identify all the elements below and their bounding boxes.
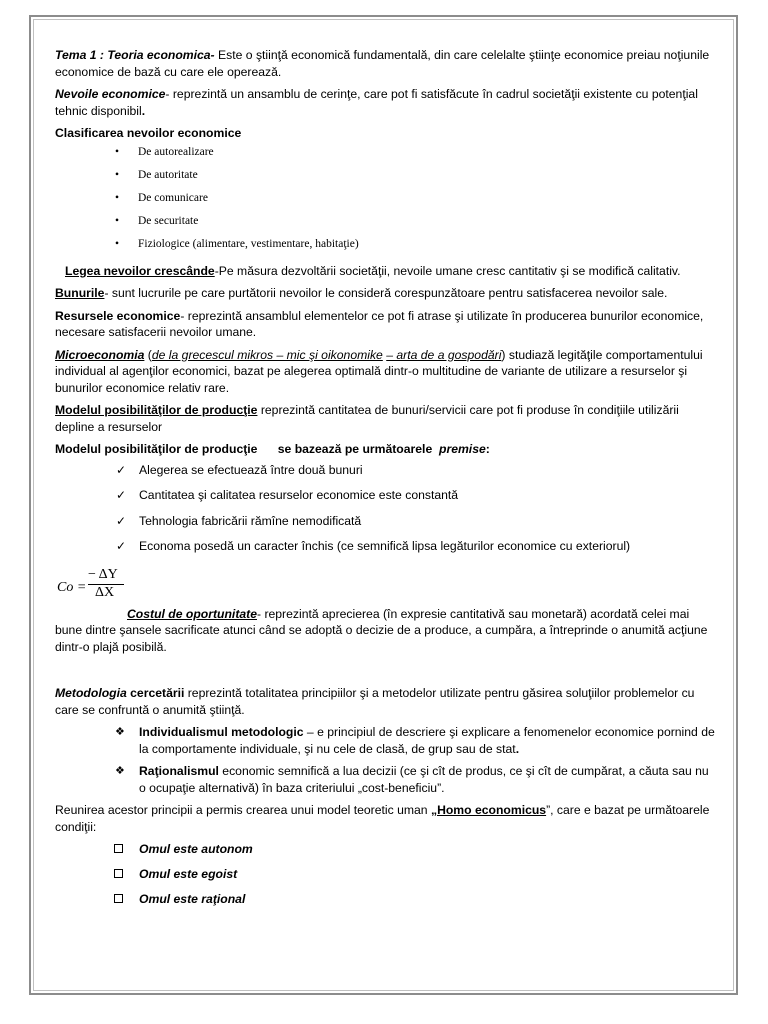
- checkbox-square-icon: [114, 844, 123, 853]
- checkmark-icon: ✓: [116, 488, 127, 502]
- list-item: [55, 144, 715, 167]
- list-item: [55, 236, 715, 259]
- clasificare-list: [55, 144, 715, 259]
- checkbox-square-icon: [114, 869, 123, 878]
- microeconomia-paragraph: [55, 347, 715, 397]
- list-item-label: Omul este autonom: [139, 842, 253, 856]
- list-item: [55, 462, 715, 488]
- principiu-text: – e principiul de descriere şi explicare a fenomenelor economice pornind de la comportamente individuale, şi nu cele de clasă, de grup sau de stat: [139, 725, 715, 756]
- bunurile-term: Bunurile: [55, 286, 105, 300]
- reunirea-text2: ”, care e bazat pe următoarele condiţii:: [55, 803, 710, 834]
- list-item-label: Omul este raţional: [139, 892, 246, 906]
- list-item-label: De autorealizare: [138, 145, 214, 158]
- resursele-paragraph: [55, 308, 715, 341]
- tema-text: Este o ştiinţă economică fundamentală, din care celelalte ştiinţe economice preiau noţiunile economice de bază cu care ele operează.: [55, 48, 710, 79]
- legea-paragraph: [55, 263, 715, 280]
- bullet-icon: •: [115, 237, 120, 250]
- list-item: [55, 167, 715, 190]
- clasificare-heading: Clasificarea nevoilor economice: [55, 126, 242, 140]
- list-item-label: Cantitatea şi calitatea resurselor economice este constantă: [139, 488, 459, 502]
- diamond-bullet-icon: ❖: [115, 726, 125, 738]
- tema-title: Tema 1 : Teoria economica-: [55, 48, 215, 62]
- formula-lhs: Co =: [57, 579, 87, 595]
- diamond-bullet-icon: ❖: [115, 765, 125, 777]
- principiu-term: Individualismul metodologic: [139, 725, 304, 739]
- principii-list: [55, 724, 715, 797]
- premise-heading: [55, 441, 715, 458]
- list-item-label: De autoritate: [138, 168, 198, 181]
- list-item: [55, 213, 715, 236]
- costul-text: - reprezintă aprecierea (în expresie cantitativă sau monetară) acordată celei mai bune dintre şansele sacrificate atunci când se adoptă o decizie de a produce, a cumpăra, a întreprinde o anumită acţiune dintr-o plajă posibilă.: [55, 606, 708, 654]
- principiu-term: Raţionalismul: [139, 764, 219, 778]
- list-item: [55, 190, 715, 213]
- resursele-text: - reprezintă ansamblul elementelor ce pot fi atrase şi utilizate în producerea bunurilor economice, necesare satisfacerii nevoilor umane.: [55, 308, 704, 339]
- modelul-paragraph: [55, 402, 715, 435]
- costul-paragraph: [55, 606, 715, 656]
- premise-list: [55, 462, 715, 564]
- formula-denominator: ΔX: [95, 584, 115, 600]
- modelul-text: reprezintă cantitatea de bunuri/servicii care pot fi produse în condiţiile utilizării depline a resurselor: [55, 403, 679, 434]
- bullet-icon: •: [115, 191, 120, 204]
- formula-numerator: − ΔY: [88, 566, 118, 582]
- micro-origin2: – arta de a gospodări: [386, 347, 502, 362]
- list-item-label: Alegerea se efectuează între două bunuri: [139, 462, 363, 477]
- micro-term: Microeconomia: [55, 347, 145, 362]
- metodologia-text: reprezintă totalitatea principiilor şi a metodelor utilizate pentru găsirea soluţiilor problemelor cu care se confruntă o anumită ştiinţă.: [55, 686, 695, 717]
- checkmark-icon: ✓: [116, 462, 127, 477]
- list-item-label: De securitate: [138, 214, 199, 227]
- costul-term: Costul de oportunitate: [127, 606, 257, 621]
- metodologia-term-italic: Metodologia: [55, 686, 127, 700]
- principiu-end: .: [515, 742, 520, 756]
- list-item-label: Economa posedă un caracter închis (ce semnifică lipsa legăturilor economice cu exteriorul): [139, 539, 631, 553]
- premise-heading-text: Modelul posibilităţilor de producţie se bazează pe următoarele: [55, 442, 439, 456]
- list-item: [55, 891, 715, 916]
- tema-paragraph: [55, 47, 715, 80]
- premise-heading-colon: :: [485, 442, 490, 456]
- document-body: [55, 47, 715, 916]
- list-item: [55, 763, 715, 797]
- list-item-label: Omul este egoist: [139, 867, 238, 881]
- list-item-label: Tehnologia fabricării rămîne nemodificată: [139, 513, 362, 528]
- list-item-label: De comunicare: [138, 191, 208, 204]
- bunurile-text: - sunt lucrurile pe care purtătorii nevoilor le consideră corespunzătoare pentru satisfacerea nevoilor sale.: [104, 286, 668, 300]
- list-item: [55, 538, 715, 564]
- checkmark-icon: ✓: [116, 513, 127, 528]
- bunurile-paragraph: [55, 285, 715, 302]
- nevoile-text: - reprezintă un ansamblu de cerinţe, care pot fi satisfăcute în cadrul societăţii existente cu potenţial tehnic disponibil: [55, 87, 698, 118]
- metodologia-paragraph: [55, 685, 715, 718]
- opportunity-cost-formula: [55, 568, 715, 606]
- micro-open: (: [144, 347, 152, 362]
- micro-text: ) studiază legităţile comportamentului individual al agenţilor economici, bazat pe alegerea optimală dintr-o multitudine de variante de utilizare a resurselor şi bunurilor economice relativ rare.: [55, 347, 703, 395]
- metodologia-term-rest: cercetării: [126, 686, 185, 700]
- bullet-icon: •: [115, 168, 120, 181]
- legea-text: -Pe măsura dezvoltării societăţii, nevoile umane cresc cantitativ şi se modifică calitativ.: [214, 263, 681, 278]
- bullet-icon: •: [115, 214, 120, 227]
- list-item: [55, 487, 715, 513]
- reunirea-text: Reunirea acestor principii a permis crearea unui model teoretic uman: [55, 803, 431, 817]
- conditii-list: [55, 841, 715, 916]
- reunirea-paragraph: [55, 802, 715, 835]
- list-item: [55, 513, 715, 539]
- micro-origin: de la grecescul mikros – mic şi oikonomike: [151, 347, 383, 362]
- homo-economicus-term: „Homo economicus: [430, 803, 547, 817]
- list-item-label: Fiziologice (alimentare, vestimentare, habitaţie): [138, 237, 359, 250]
- premise-heading-italic: premise: [439, 442, 486, 456]
- list-item: [55, 866, 715, 891]
- resursele-term: Resursele economice: [55, 308, 181, 323]
- legea-term: Legea nevoilor crescânde: [65, 263, 215, 278]
- principiu-text: economic semnifică a lua decizii (ce şi cît de produs, ce şi cît de cumpărat, a căuta sau nu o ocupaţie alternativă) în baza criteriului „cost-beneficiu”.: [139, 764, 709, 795]
- bullet-icon: •: [115, 145, 120, 158]
- nevoile-term: Nevoile economice: [55, 87, 166, 101]
- nevoile-paragraph: [55, 86, 715, 119]
- modelul-term: Modelul posibilităţilor de producţie: [55, 403, 258, 417]
- checkbox-square-icon: [114, 894, 123, 903]
- list-item: [55, 841, 715, 866]
- list-item: [55, 724, 715, 758]
- nevoile-end: .: [141, 103, 146, 118]
- checkmark-icon: ✓: [116, 539, 127, 553]
